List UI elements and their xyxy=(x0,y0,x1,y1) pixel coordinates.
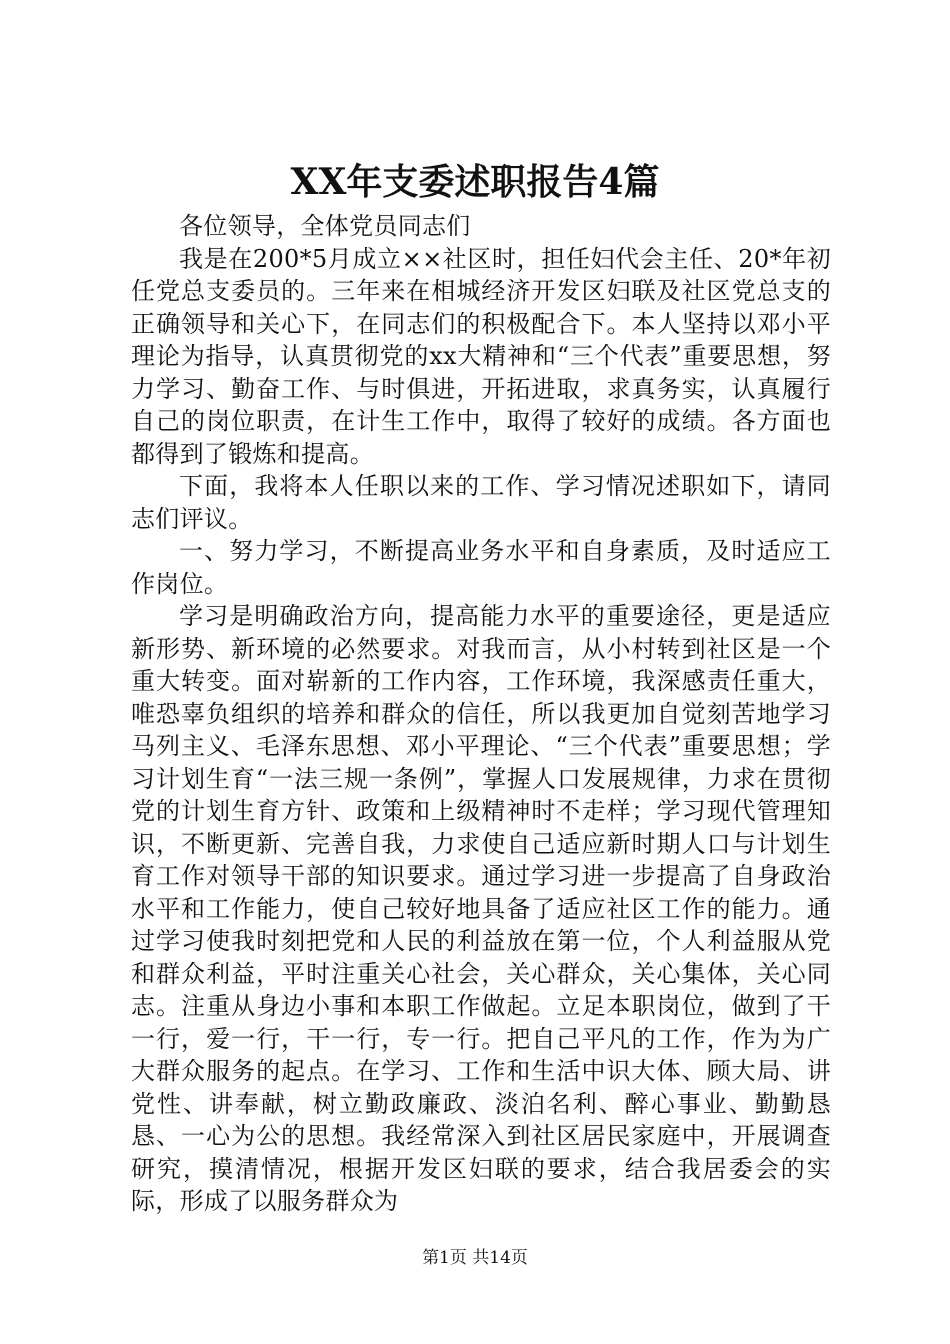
paragraph-salutation: 各位领导，全体党员同志们 xyxy=(179,212,471,240)
paragraph-introduction: 我是在200*5月成立××社区时，担任妇代会主任、20*年初任党总支委员的。三年来在相城经济开发区妇联及社区党总支的正确领导和关心下，在同志们的积极配合下。本人坚持以邓小平理论为指导，认真贯彻党的xx大精神和“三个代表”重要思想，努力学习、勤奋工作、与时俱进，开拓进取，求真务实，认真履行自己的岗位职责，在计生工作中，取得了较好的成绩。各方面也都得到了锻炼和提高。 xyxy=(131,244,831,468)
section-heading-1: 一、努力学习，不断提高业务水平和自身素质，及时适应工作岗位。 xyxy=(131,537,831,598)
page-number-footer: 第1页 共14页 xyxy=(422,1248,528,1268)
paragraph-study: 学习是明确政治方向，提高能力水平的重要途径，更是适应新形势、新环境的必然要求。对我而言，从小村转到社区是一个重大转变。面对崭新的工作内容，工作环境，我深感责任重大，唯恐辜负组织的培养和群众的信任，所以我更加自觉刻苦地学习马列主义、毛泽东思想、邓小平理论、“三个代表”重要思想；学习计划生育“一法三规一条例”，掌握人口发展规律，力求在贯彻党的计划生育方针、政策和上级精神时不走样；学习现代管理知识，不断更新、完善自我，力求使自己适应新时期人口与计划生育工作对领导干部的知识要求。通过学习进一步提高了自身政治水平和工作能力，使自己较好地具备了适应社区工作的能力。通过学习使我时刻把党和人民的利益放在第一位，个人利益服从党和群众利益，平时注重关心社会，关心群众，关心集体，关心同志。注重从身边小事和本职工作做起。立足本职岗位，做到了干一行，爱一行，干一行，专一行。把自己平凡的工作，作为为广大群众服务的起点。在学习、工作和生活中识大体、顾大局、讲党性、讲奉献，树立勤政廉政、淡泊名利、醉心事业、勤勤恳恳、一心为公的思想。我经常深入到社区居民家庭中，开展调查研究，摸清情况，根据开发区妇联的要求，结合我居委会的实际，形成了以服务群众为 xyxy=(131,602,831,1215)
paragraph-transition: 下面，我将本人任职以来的工作、学习情况述职如下，请同志们评议。 xyxy=(131,472,831,533)
document-title: XX年支委述职报告4篇 xyxy=(290,161,660,203)
document-body xyxy=(131,210,831,1218)
